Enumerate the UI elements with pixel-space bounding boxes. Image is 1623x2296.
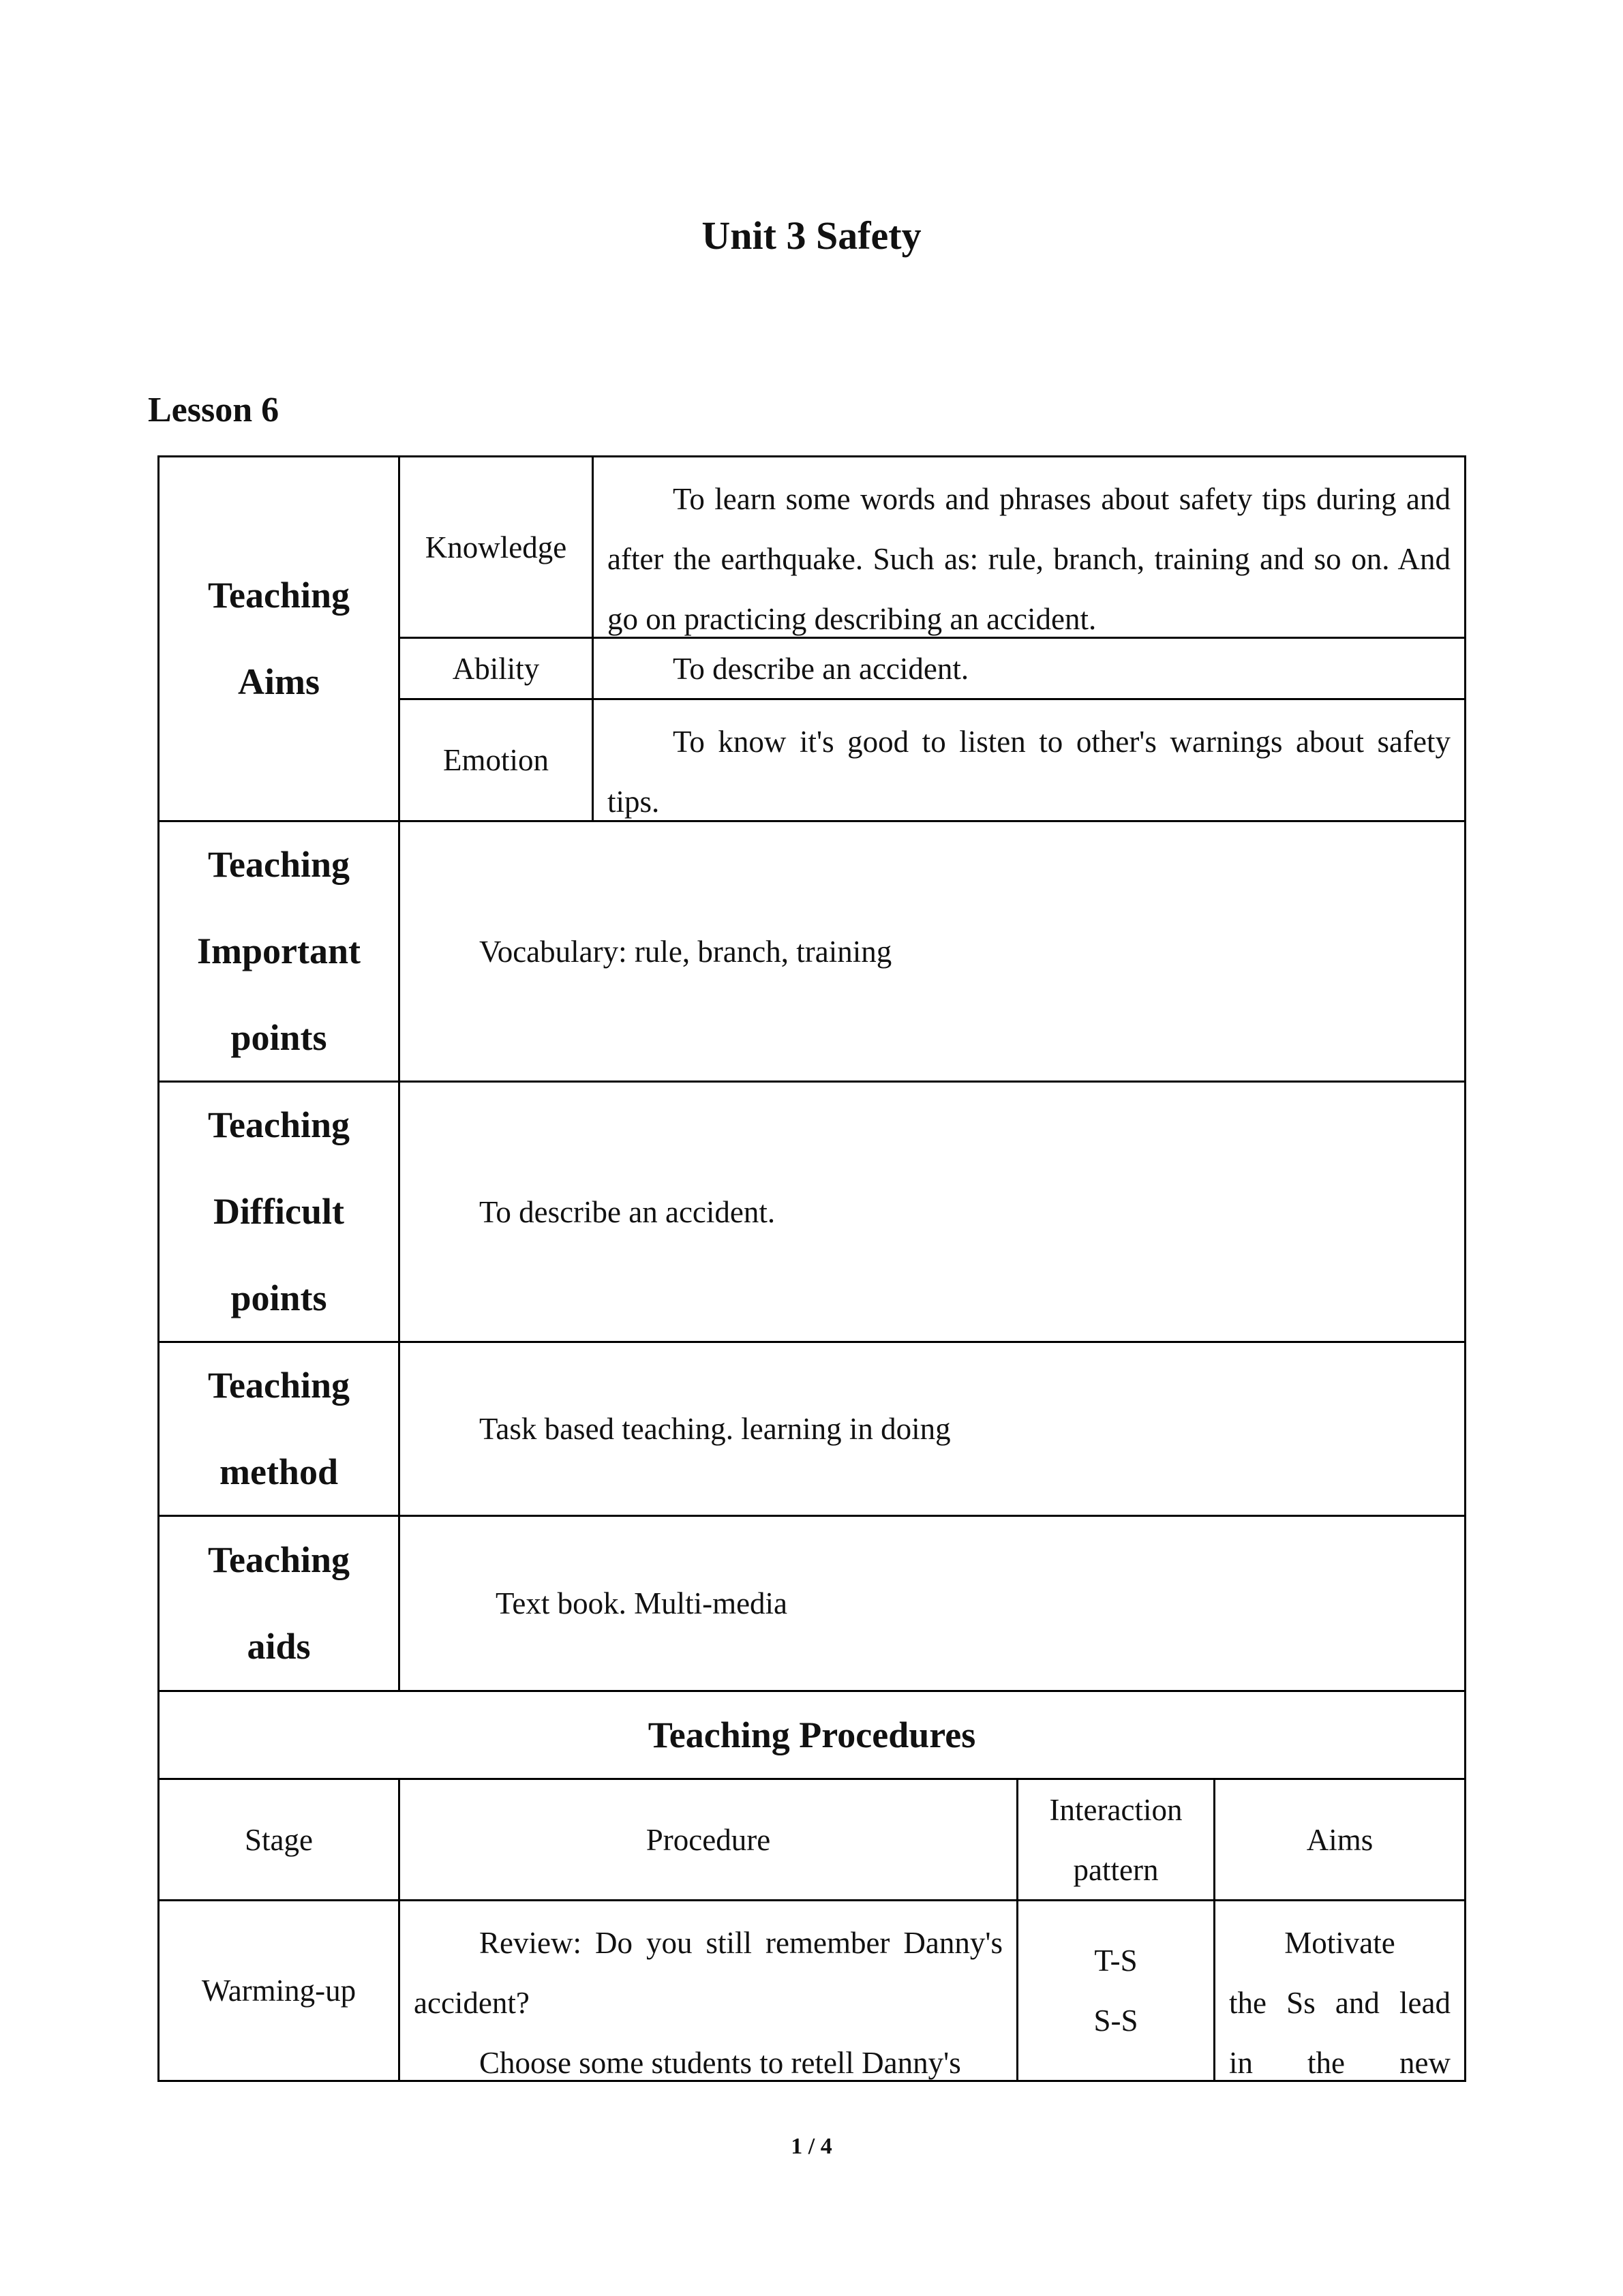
important-points-text: Vocabulary: rule, branch, training (479, 934, 892, 969)
procedures-heading: Teaching Procedures (648, 1715, 976, 1755)
emotion-label: Emotion (443, 743, 549, 777)
emotion-text: To know it's good to listen to other's warnings about safety tips. (607, 725, 1451, 819)
knowledge-text: To learn some words and phrases about safety tips during and after the earthquake. Such as: rule, branch, training and so on. And go on practicing describing an accident. (607, 482, 1451, 636)
page-number: 1 / 4 (791, 2134, 832, 2159)
stage-cell: Warming-up (201, 1974, 357, 2008)
col-stage-header: Stage (245, 1822, 313, 1857)
method-text: Task based teaching. learning in doing (479, 1412, 951, 1446)
ability-label: Ability (452, 651, 540, 686)
col-aims-header: Aims (1306, 1822, 1374, 1857)
interaction-cell: T-S S-S (1093, 1944, 1138, 2038)
aids-text: Text book. Multi-media (496, 1586, 788, 1620)
document-title: Unit 3 Safety (701, 213, 922, 258)
aids-label: Teaching aids (207, 1539, 350, 1667)
difficult-points-label: Teaching Difficult points (207, 1104, 350, 1318)
important-points-label: Teaching Important points (197, 844, 361, 1058)
difficult-points-text: To describe an accident. (479, 1194, 776, 1229)
col-interaction-header: Interaction pattern (1049, 1792, 1183, 1887)
aims-label: Teaching Aims (207, 575, 350, 702)
aims-cell: Motivate the Ss and lead in the new (1229, 1926, 1451, 2080)
procedure-cell: Review: Do you still remember Danny's accident? Choose some students to retell Danny's (414, 1926, 1003, 2080)
lesson-heading: Lesson 6 (148, 391, 279, 429)
col-procedure-header: Procedure (646, 1822, 771, 1857)
knowledge-label: Knowledge (425, 530, 567, 564)
method-label: Teaching method (207, 1365, 350, 1492)
ability-text: To describe an accident. (673, 651, 969, 686)
